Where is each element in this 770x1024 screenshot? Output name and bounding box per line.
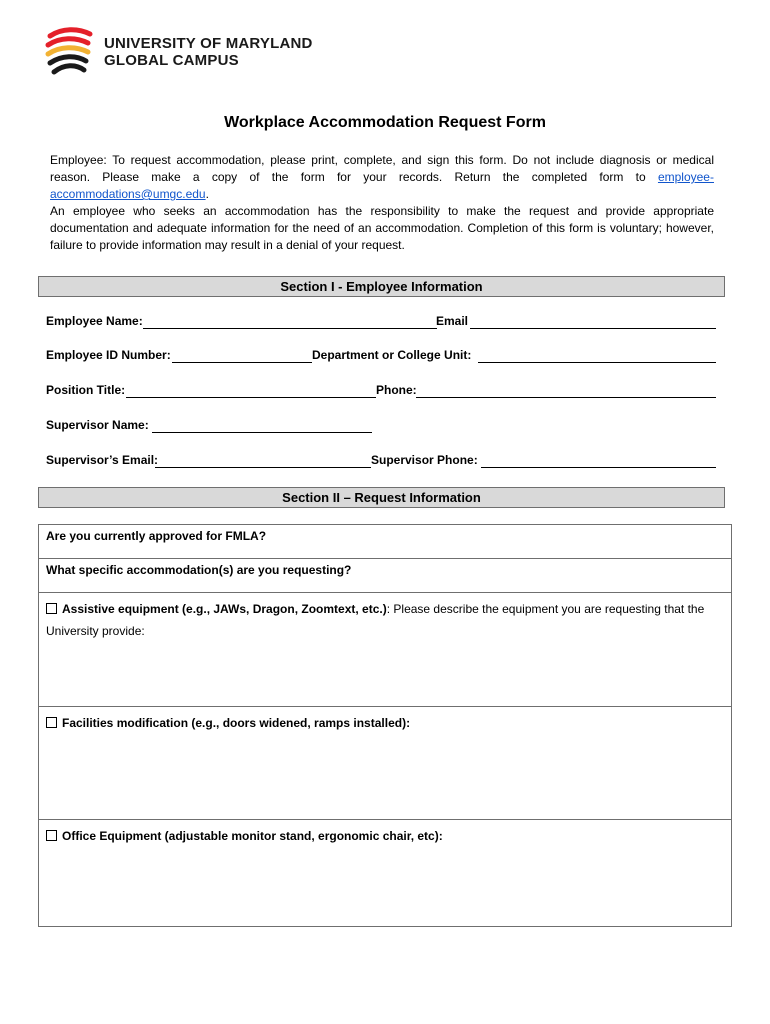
- email-field[interactable]: [470, 328, 716, 329]
- facilities-modification-option: [46, 712, 716, 734]
- email-label: Email: [436, 314, 469, 328]
- supervisor-email-label: Supervisor’s Email:: [46, 453, 159, 467]
- checkbox-icon[interactable]: [46, 717, 57, 728]
- supervisor-email-row: [46, 453, 716, 471]
- intro-paragraph-1: [50, 152, 714, 203]
- supervisor-phone-label: Supervisor Phone:: [371, 453, 478, 467]
- supervisor-email-field[interactable]: [155, 467, 371, 468]
- position-title-field[interactable]: [126, 397, 376, 398]
- phone-label: Phone:: [376, 383, 417, 397]
- request-table: [38, 524, 732, 927]
- employee-name-field[interactable]: [143, 328, 437, 329]
- office-equipment-row: [39, 820, 731, 926]
- intro-p1-end: .: [205, 187, 209, 201]
- umgc-swoosh-logo-icon: [44, 26, 100, 82]
- intro-text: [50, 152, 714, 254]
- office-equipment-option: [46, 825, 716, 847]
- email-link[interactable]: employee-accommodations@umgc.edu: [50, 170, 714, 201]
- fmla-question: Are you currently approved for FMLA?: [46, 529, 267, 543]
- intro-p1-text: Employee: To request accommodation, please print, complete, and sign this form. Do not include diagnosis or medical reason. Please make a copy of the form for your records. Return the completed form to: [50, 153, 714, 184]
- university-logo: [44, 26, 334, 82]
- logo-wordmark: [104, 35, 313, 69]
- department-label: Department or College Unit:: [312, 348, 472, 362]
- position-title-row: [46, 383, 716, 401]
- section-2-header: Section II – Request Information: [38, 487, 725, 508]
- assistive-equipment-description: : Please describe the equipment you are requesting that the University provide:: [46, 602, 705, 638]
- logo-line-2: GLOBAL CAMPUS: [104, 52, 239, 69]
- checkbox-icon[interactable]: [46, 603, 57, 614]
- employee-name-row: [46, 314, 716, 332]
- fmla-row[interactable]: [39, 525, 731, 559]
- facilities-modification-label: Facilities modification (e.g., doors widened, ramps installed):: [62, 716, 411, 730]
- phone-field[interactable]: [416, 397, 716, 398]
- checkbox-icon[interactable]: [46, 830, 57, 841]
- supervisor-name-field[interactable]: [152, 432, 372, 433]
- facilities-modification-row: [39, 707, 731, 820]
- assistive-equipment-label: Assistive equipment (e.g., JAWs, Dragon, Zoomtext, etc.): [62, 602, 387, 616]
- office-equipment-label: Office Equipment (adjustable monitor stand, ergonomic chair, etc):: [62, 829, 443, 843]
- employee-id-row: [46, 348, 716, 366]
- assistive-equipment-option: [46, 598, 716, 642]
- supervisor-name-row: [46, 418, 716, 436]
- form-title: Workplace Accommodation Request Form: [224, 114, 546, 131]
- department-field[interactable]: [478, 362, 716, 363]
- employee-id-field[interactable]: [172, 362, 312, 363]
- intro-paragraph-2: An employee who seeks an accommodation has the responsibility to make the request and provide appropriate documentation and adequate information for the need of an accommodation. Completion of this form is voluntary; however, failure to provide information may result in a denial of your request.: [50, 204, 714, 252]
- assistive-equipment-row: [39, 593, 731, 707]
- logo-line-1: UNIVERSITY OF MARYLAND: [104, 35, 313, 52]
- employee-id-label: Employee ID Number:: [46, 348, 171, 362]
- accommodation-question-row: [39, 559, 731, 593]
- section-1-header: Section I - Employee Information: [38, 276, 725, 297]
- supervisor-phone-field[interactable]: [481, 467, 716, 468]
- accommodation-question: What specific accommodation(s) are you requesting?: [46, 563, 352, 577]
- supervisor-name-label: Supervisor Name:: [46, 418, 149, 432]
- position-title-label: Position Title:: [46, 383, 126, 397]
- employee-name-label: Employee Name:: [46, 314, 143, 328]
